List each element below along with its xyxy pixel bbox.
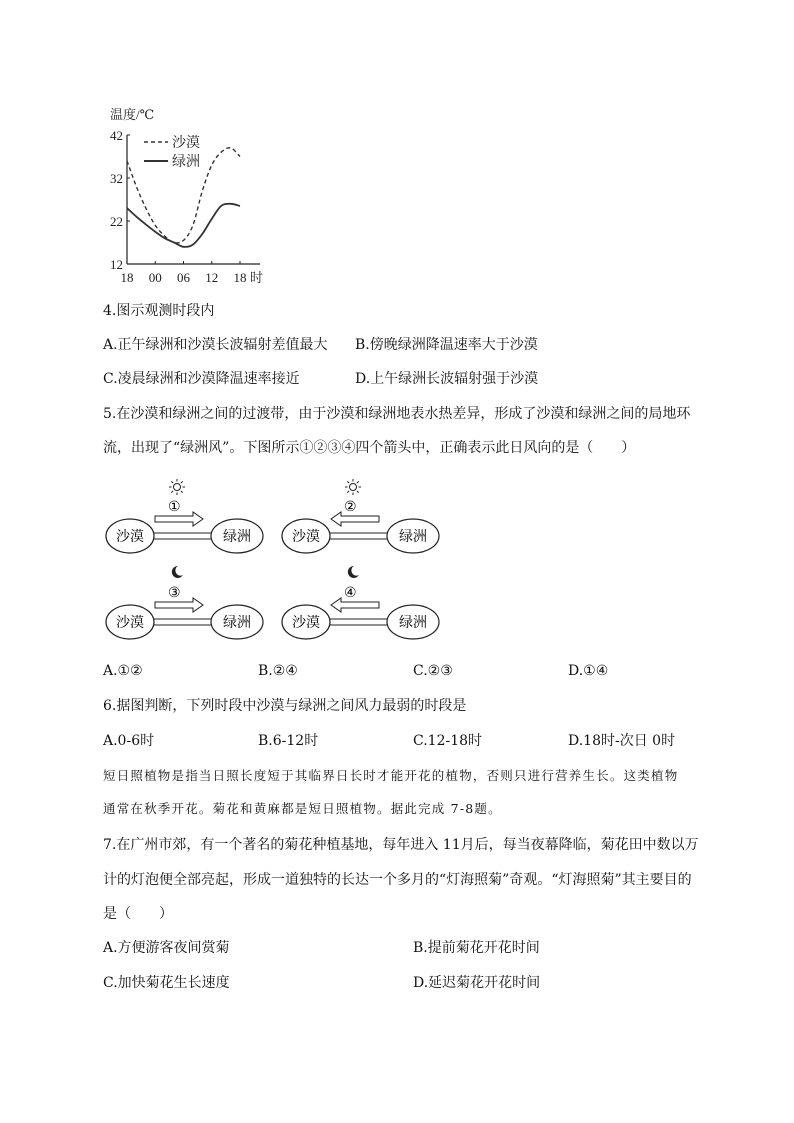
q6-option-c: C.12-18时 [413,733,483,749]
oasis-label: 绿洲 [223,530,251,545]
q5-option-d: D.①④ [568,663,609,679]
x-tick-label: 00 [148,270,162,285]
desert-label: 沙漠 [292,530,320,545]
oasis-label: 绿洲 [399,530,427,545]
q7-option-c: C.加快菊花生长速度 [103,975,230,991]
y-tick-label: 42 [110,128,123,143]
y-tick-label: 32 [110,171,123,186]
q4-option-b: B.傍晚绿洲降温速率大于沙漠 [355,337,538,353]
q7-stem-line2: 计的灯泡便全部亮起，形成一道独特的长达一个多月的“灯海照菊”奇观。“灯海照菊”其主要目的 [103,872,692,888]
desert-label: 沙漠 [292,616,320,631]
q4-option-a: A.正午绿洲和沙漠长波辐射差值最大 [103,337,328,353]
q4-option-d: D.上午绿洲长波辐射强于沙漠 [355,371,539,387]
x-axis-unit: 时 [250,270,264,285]
y-tick-label: 22 [110,214,123,229]
panel-4 [282,566,439,639]
moon-icon [172,566,183,578]
y-axis-label: 温度/℃ [110,107,155,122]
x-tick-label: 06 [177,270,190,285]
oasis-label: 绿洲 [399,616,427,631]
q7-option-d: D.延迟菊花开花时间 [413,975,541,991]
panel-3 [106,566,263,639]
wind-diagram [100,474,440,646]
moon-icon [348,566,359,578]
sun-icon [169,479,185,495]
q5-option-a: A.①② [103,663,143,679]
arrow-label-2: ② [344,500,357,515]
desert-label: 沙漠 [116,530,144,545]
desert-label: 沙漠 [116,616,144,631]
passage-line2: 通常在秋季开花。菊花和黄麻都是短日照植物。据此完成 7-8题。 [103,801,502,816]
q6-option-b: B.6-12时 [258,733,319,749]
panel-1 [106,479,263,553]
q4-stem: 4.图示观测时段内 [103,303,215,319]
temperature-chart [100,100,300,290]
y-tick-label: 12 [110,257,123,272]
q5-option-b: B.②④ [258,663,298,679]
arrow-label-1: ① [168,500,181,515]
q5-stem-line1: 5.在沙漠和绿洲之间的过渡带，由于沙漠和绿洲地表水热差异，形成了沙漠和绿洲之间的局地环 [103,406,691,422]
x-tick-label: 18 [233,270,247,285]
chart-legend [144,135,200,170]
q6-option-a: A.0-6时 [103,733,155,749]
oasis-label: 绿洲 [223,616,251,631]
q7-option-b: B.提前菊花开花时间 [413,940,540,956]
arrow-label-3: ③ [168,586,181,601]
panel-2 [282,479,439,553]
legend-oasis-label: 绿洲 [172,155,200,170]
passage-line1: 短日照植物是指当日照长度短于其临界日长时才能开花的植物，否则只进行营养生长。这类植物 [103,768,679,783]
q5-stem-line2: 流，出现了“绿洲风”。下图所示①②③④四个箭头中，正确表示此日风向的是（ ） [103,440,636,456]
x-tick-label: 12 [205,270,219,285]
chart-ticks [110,128,263,285]
q6-option-d: D.18时-次日 0时 [568,733,676,749]
arrow-label-4: ④ [344,586,357,601]
q4-option-c: C.凌晨绿洲和沙漠降温速率接近 [103,371,300,387]
legend-desert-label: 沙漠 [172,136,200,151]
q7-stem-line1: 7.在广州市郊，有一个著名的菊花种植基地，每年进入 11月后，每当夜幕降临，菊花田中数以万 [103,837,699,853]
q5-option-c: C.②③ [413,663,453,679]
x-tick-label: 18 [120,270,134,285]
q7-option-a: A.方便游客夜间赏菊 [103,940,230,956]
q6-stem: 6.据图判断，下列时段中沙漠与绿洲之间风力最弱的时段是 [103,698,467,714]
q7-stem-line3: 是（ ） [103,906,173,922]
sun-icon [345,479,361,495]
